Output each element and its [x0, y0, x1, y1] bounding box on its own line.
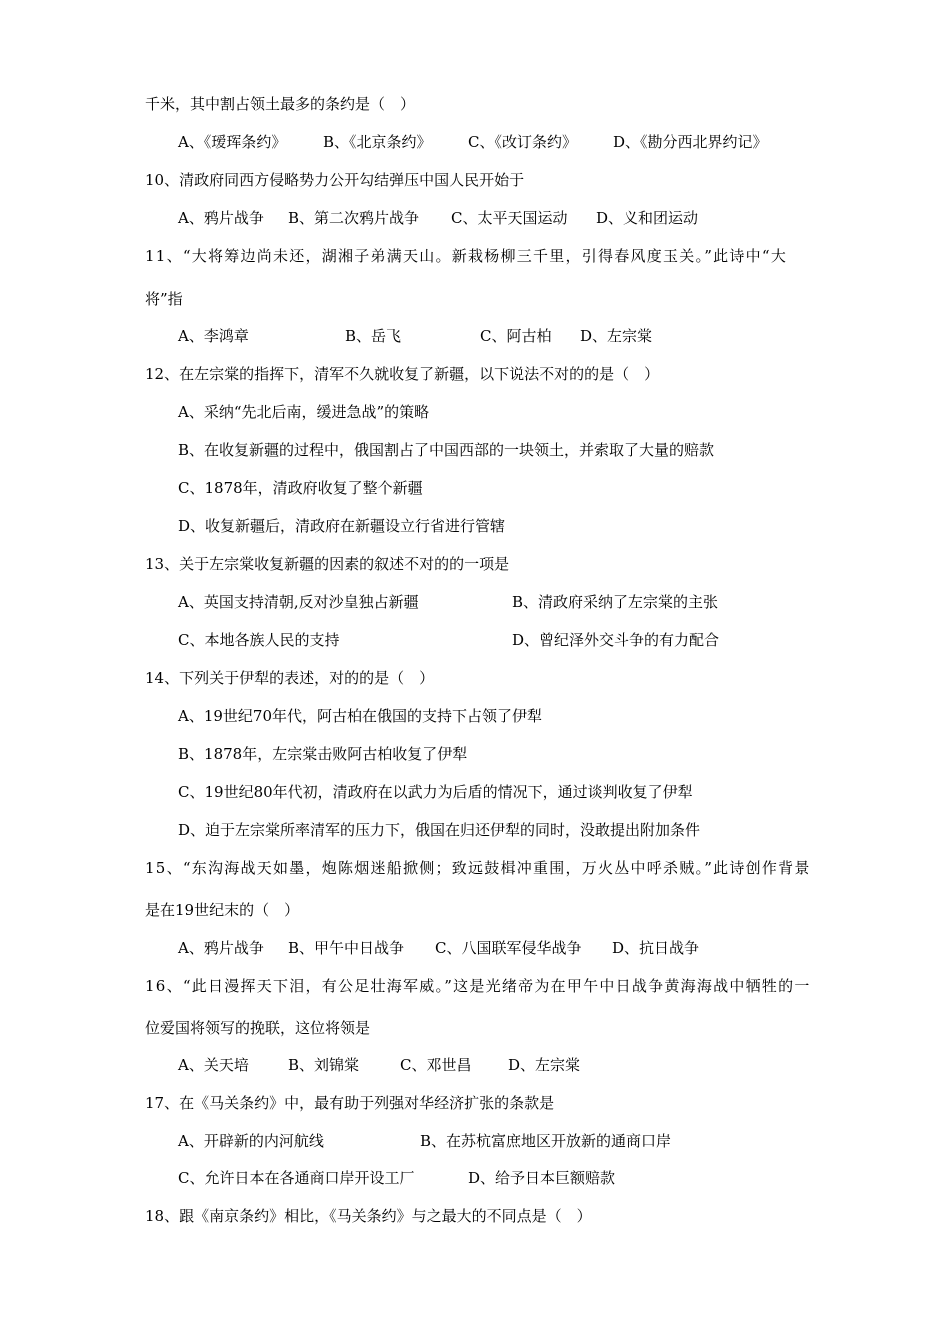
option-17d: D、给予日本巨额赔款 [468, 1169, 616, 1187]
option-14d: D、迫于左宗棠所率清军的压力下，俄国在归还伊犁的同时，没敢提出附加条件 [178, 821, 701, 839]
option-15d: D、抗日战争 [612, 939, 700, 957]
option-14c: C、19世纪80年代初，清政府在以武力为后盾的情况下，通过谈判收复了伊犁 [178, 783, 693, 801]
option-14a: A、19世纪70年代，阿古柏在俄国的支持下占领了伊犁 [178, 707, 543, 725]
option-12b: B、在收复新疆的过程中，俄国割占了中国西部的一块领土，并索取了大量的赔款 [178, 441, 715, 459]
option-16d: D、左宗棠 [508, 1056, 581, 1074]
option-16c: C、邓世昌 [400, 1056, 472, 1074]
question-18: 18、跟《南京条约》相比，《马关条约》与之最大的不同点是（ ） [145, 1207, 592, 1225]
option-10c: C、太平天国运动 [451, 209, 568, 227]
option-11a: A、李鸿章 [178, 327, 249, 345]
option-16b: B、刘锦棠 [288, 1056, 360, 1074]
option-17a: A、开辟新的内河航线 [178, 1132, 324, 1150]
option-12c: C、1878年，清政府收复了整个新疆 [178, 479, 423, 497]
question-15-continuation: 是在19世纪末的（ ） [145, 901, 300, 919]
option-15a: A、鸦片战争 [178, 939, 264, 957]
question-11-continuation: 将”指 [145, 290, 183, 308]
option-9c: C、《改订条约》 [468, 133, 577, 151]
question-17: 17、在《马关条约》中，最有助于列强对华经济扩张的条款是 [145, 1094, 555, 1112]
option-12a: A、采纳“先北后南，缓进急战”的策略 [178, 403, 430, 421]
option-12d: D、收复新疆后，清政府在新疆设立行省进行管辖 [178, 517, 506, 535]
question-16: 16、“此日漫挥天下泪，有公足壮海军威。”这是光绪帝为在甲午中日战争黄海海战中牺牲的一 [145, 977, 811, 995]
option-10d: D、义和团运动 [596, 209, 699, 227]
question-14: 14、下列关于伊犁的表述，对的的是（ ） [145, 669, 435, 687]
option-14b: B、1878年，左宗棠击败阿古柏收复了伊犁 [178, 745, 468, 763]
option-13b: B、清政府采纳了左宗棠的主张 [512, 593, 719, 611]
option-11c: C、阿古柏 [480, 327, 552, 345]
option-17c: C、允许日本在各通商口岸开设工厂 [178, 1169, 415, 1187]
option-11d: D、左宗棠 [580, 327, 653, 345]
option-9d: D、《勘分西北界约记》 [613, 133, 768, 151]
question-15: 15、“东沟海战天如墨，炮陈烟迷船掀侧；致远鼓楫冲重围，万火丛中呼杀贼。”此诗创作背景 [145, 859, 811, 877]
option-11b: B、岳飞 [345, 327, 402, 345]
option-17b: B、在苏杭富庶地区开放新的通商口岸 [420, 1132, 672, 1150]
question-16-continuation: 位爱国将领写的挽联，这位将领是 [145, 1019, 371, 1037]
option-9a: A、《瑷珲条约》 [178, 133, 287, 151]
option-9b: B、《北京条约》 [323, 133, 432, 151]
option-10b: B、第二次鸦片战争 [288, 209, 420, 227]
option-13c: C、本地各族人民的支持 [178, 631, 340, 649]
question-9-continuation: 千米，其中割占领土最多的条约是（ ） [145, 95, 416, 113]
question-13: 13、关于左宗棠收复新疆的因素的叙述不对的的一项是 [145, 555, 510, 573]
option-13a: A、英国支持清朝,反对沙皇独占新疆 [178, 593, 419, 611]
question-11: 11、“大将筹边尚未还，湖湘子弟满天山。新栽杨柳三千里，引得春风度玉关。”此诗中“大 [145, 247, 788, 265]
option-13d: D、曾纪泽外交斗争的有力配合 [512, 631, 720, 649]
option-16a: A、关天培 [178, 1056, 249, 1074]
option-15b: B、甲午中日战争 [288, 939, 405, 957]
option-10a: A、鸦片战争 [178, 209, 264, 227]
option-15c: C、八国联军侵华战争 [435, 939, 582, 957]
question-10: 10、清政府同西方侵略势力公开勾结弹压中国人民开始于 [145, 171, 525, 189]
question-12: 12、在左宗棠的指挥下，清军不久就收复了新疆，以下说法不对的的是（ ） [145, 365, 660, 383]
